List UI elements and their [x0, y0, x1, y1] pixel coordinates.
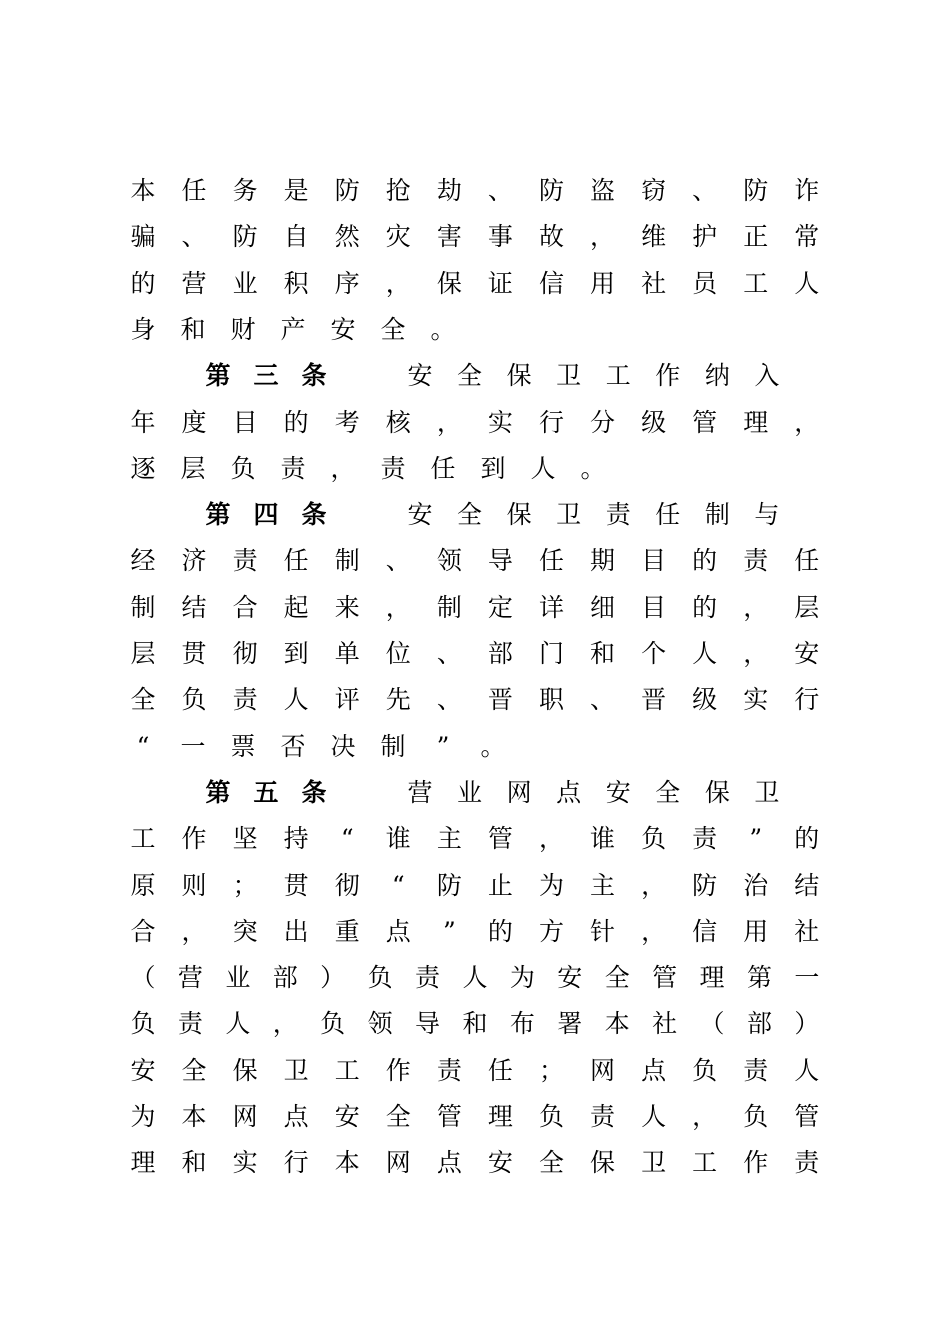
- text-line: 的 营 业 积 序 ， 保 证 信 用 社 员 工 人: [130, 268, 820, 298]
- text-line: 工 作 坚 持 “ 谁 主 管 ， 谁 负 责 ” 的: [130, 824, 820, 854]
- text-line: （ 营 业 部 ） 负 责 人 为 安 全 管 理 第 一: [130, 963, 820, 993]
- article-heading-line: [205, 770, 780, 816]
- text-line: 骗 、 防 自 然 灾 害 事 故 ， 维 护 正 常: [130, 222, 820, 252]
- text-line: 制 结 合 起 来 ， 制 定 详 细 目 的 ， 层: [130, 592, 820, 622]
- text-line: 身 和 财 产 安 全 。: [130, 314, 456, 344]
- text-line: 全 负 责 人 评 先 、 晋 职 、 晋 级 实 行: [130, 685, 820, 715]
- text-line: 理 和 实 行 本 网 点 安 全 保 卫 工 作 责: [130, 1148, 820, 1178]
- article-text: 安 全 保 卫 责 任 制 与: [407, 500, 780, 530]
- article-text: 营 业 网 点 安 全 保 卫: [407, 777, 780, 807]
- text-line: 本 任 务 是 防 抢 劫 、 防 盗 窃 、 防 诈: [130, 176, 820, 205]
- text-line: 合 ， 突 出 重 点 ” 的 方 针 ， 信 用 社: [130, 916, 820, 946]
- text-line: 为 本 网 点 安 全 管 理 负 责 人 ， 负 管: [130, 1102, 820, 1131]
- article-heading-line: [205, 492, 780, 538]
- article-number: 第 五 条: [205, 777, 327, 807]
- text-line: 原 则 ； 贯 彻 “ 防 止 为 主 ， 防 治 结: [130, 870, 820, 900]
- article-number: 第 三 条: [205, 361, 327, 391]
- article-heading-line: [205, 353, 780, 399]
- text-line: 安 全 保 卫 工 作 责 任 ； 网 点 负 责 人: [130, 1055, 820, 1085]
- text-line: 经 济 责 任 制 、 领 导 任 期 目 的 责 任: [130, 546, 820, 576]
- text-line: 逐 层 负 责 ， 责 任 到 人 。: [130, 453, 606, 483]
- text-line: 层 贯 彻 到 单 位 、 部 门 和 个 人 ， 安: [130, 639, 820, 668]
- text-line: 年 度 目 的 考 核 ， 实 行 分 级 管 理 ，: [130, 407, 820, 437]
- text-line: 负 责 人 ， 负 领 导 和 布 署 本 社 （ 部 ）: [130, 1009, 820, 1039]
- article-text: 安 全 保 卫 工 作 纳 入: [407, 361, 780, 391]
- text-line: “ 一 票 否 决 制 ” 。: [136, 731, 506, 761]
- article-number: 第 四 条: [205, 500, 327, 530]
